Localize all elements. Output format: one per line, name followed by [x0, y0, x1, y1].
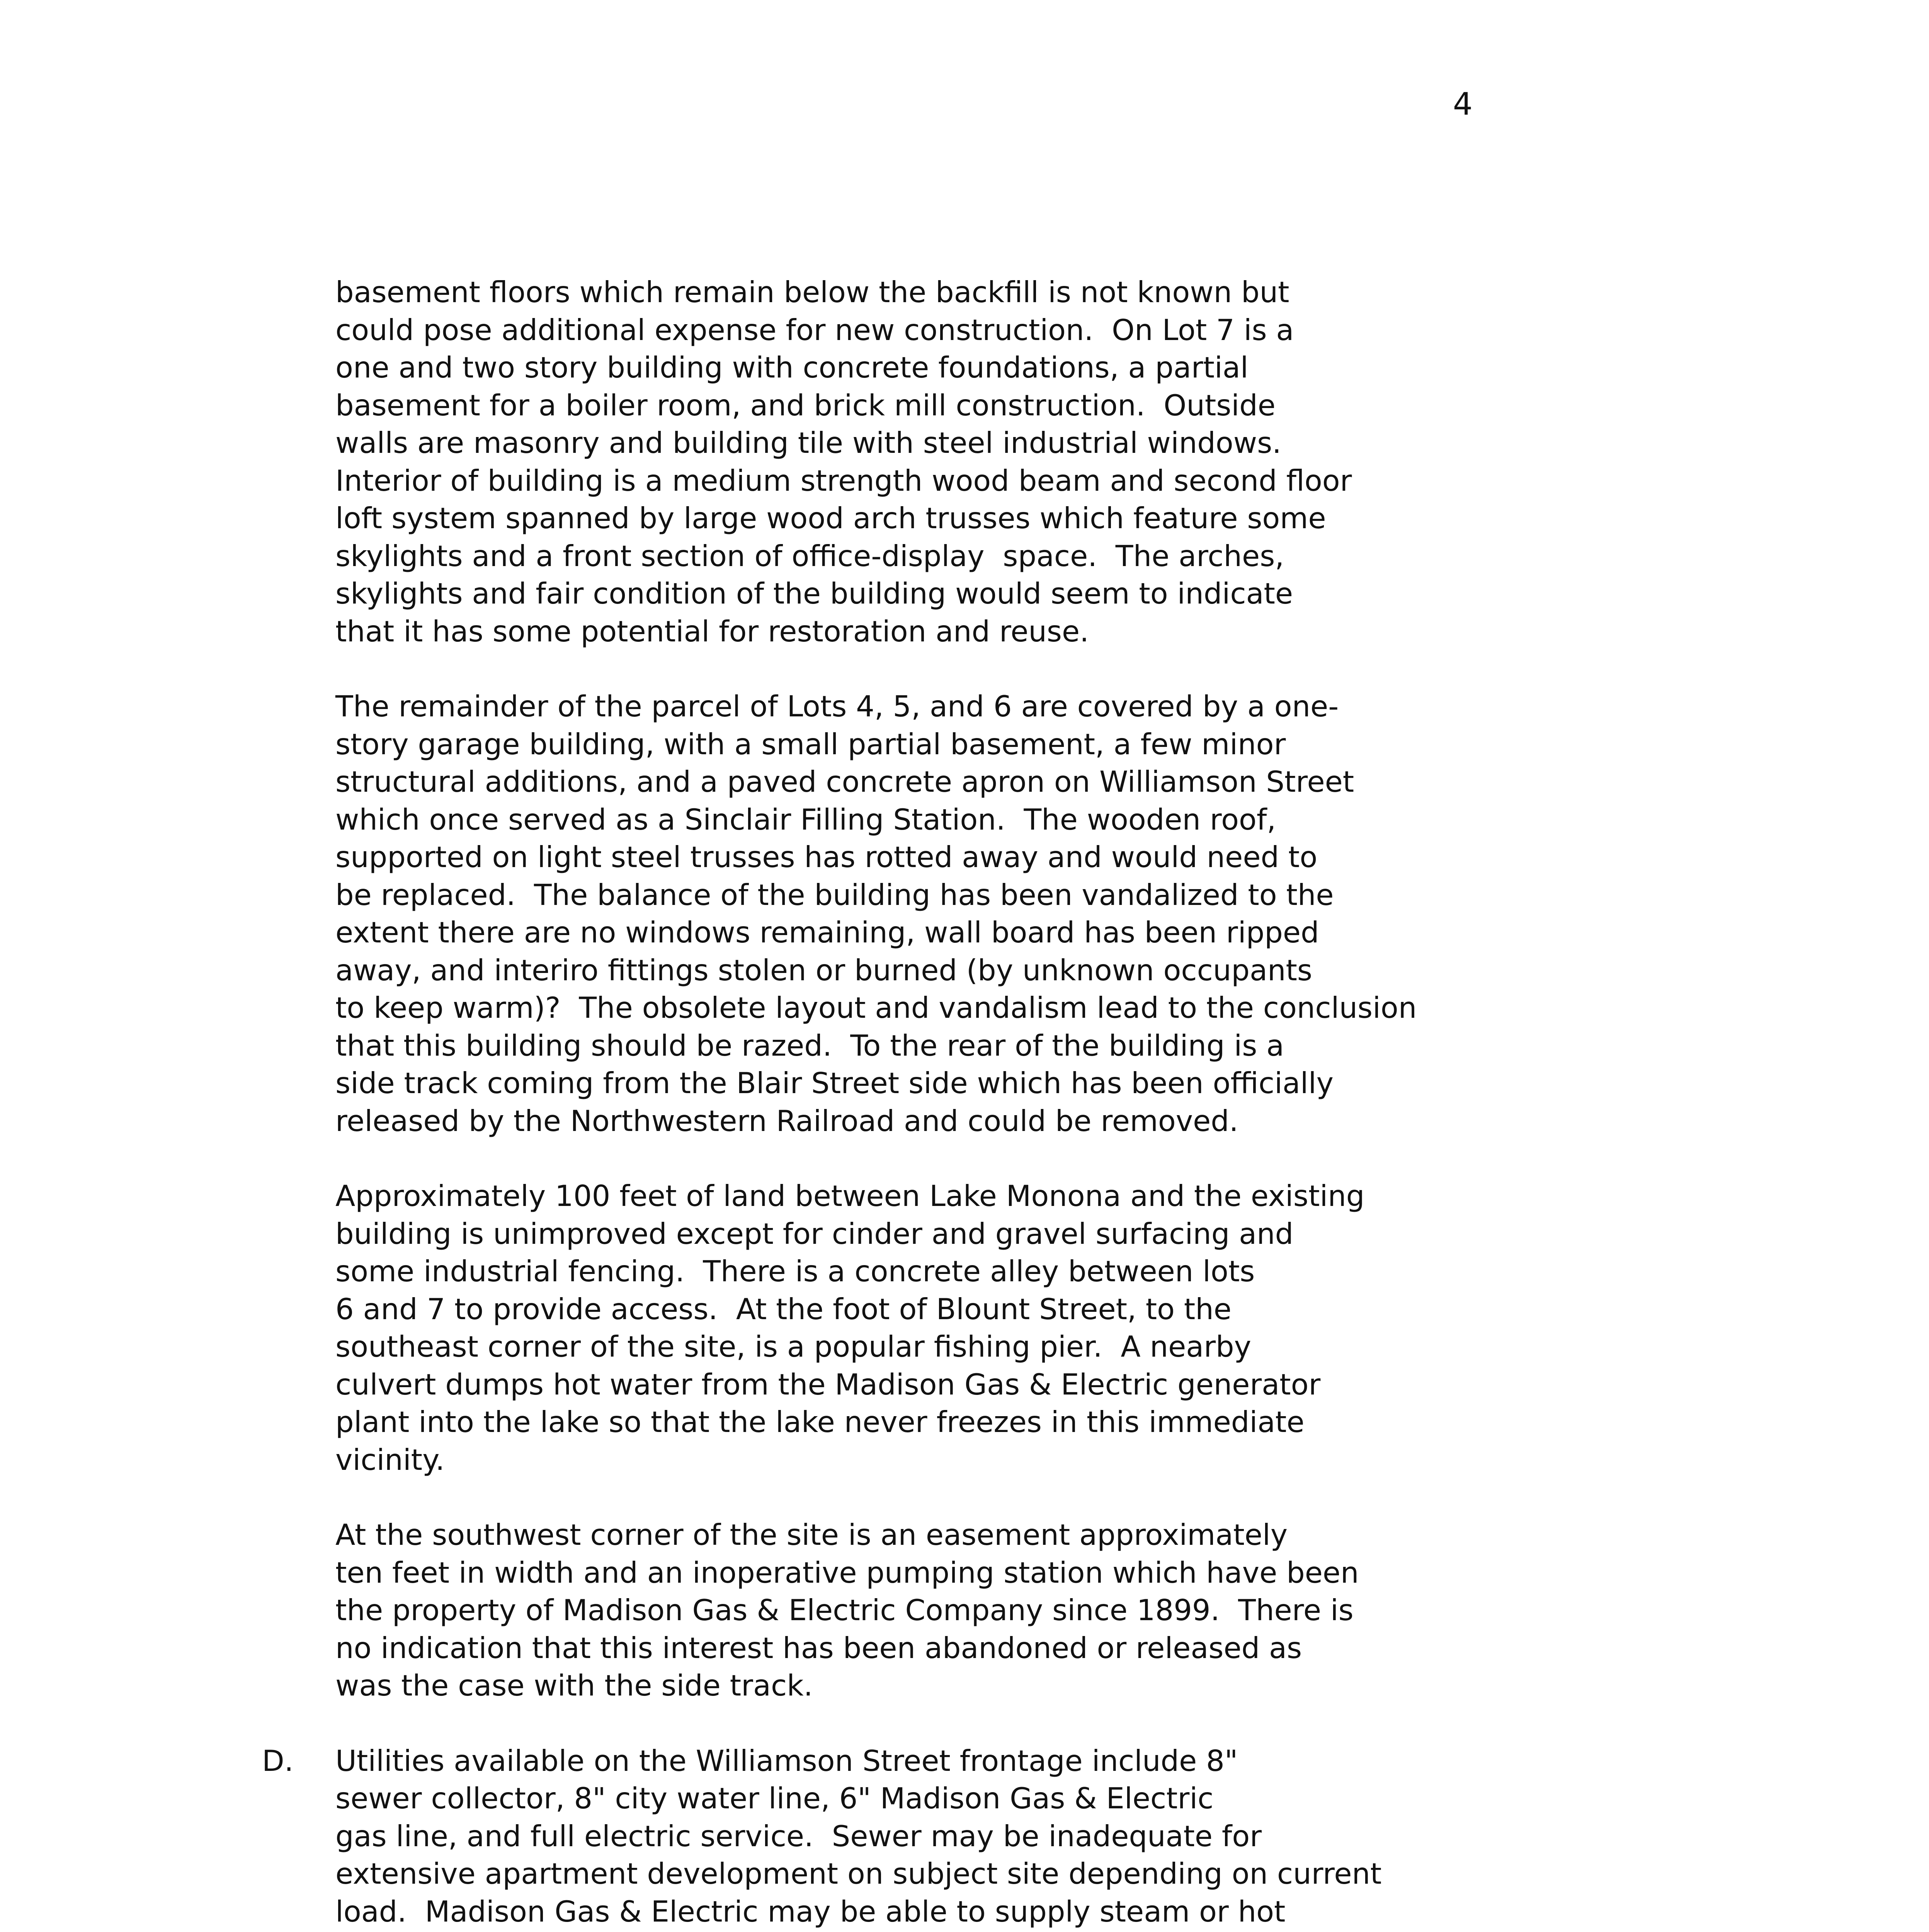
list-item-text: Utilities available on the Williamson Street frontage include 8" sewer collector, 8" city water line, 6" Madison Gas & Electric gas line, and full electric service. Sewer may be inadequate for extensive apartment development on subject site depending on current load. Madison Gas & Electric may be able to supply steam or hot	[335, 1743, 1382, 1929]
paragraph-easement: At the southwest corner of the site is an easement approximately ten feet in width and an inoperative pumping station which have been the property of Madison Gas & Electric Company since 1899. There is no indication that this interest has been abandoned or released as was the case with the side track.	[335, 1518, 1359, 1702]
body-text	[262, 274, 1765, 1932]
page-number: 4	[1453, 86, 1473, 122]
list-item-marker: D.	[262, 1743, 294, 1778]
paragraph-lot-7-building: basement floors which remain below the backfill is not known but could pose additional expense for new construction. On Lot 7 is a one and two story building with concrete foundations, a partial basement for a boiler room, and brick mill construction. Outside walls are masonry and building tile with steel industrial windows. Interior of building is a medium strength wood beam and second floor loft system spanned by large wood arch trusses which feature some skylights and a front section of office-display space. The arches, skylights and fair condition of the building would seem to indicate that it has some potential for restoration and reuse.	[335, 275, 1352, 648]
list-item-utilities	[262, 1742, 1765, 1932]
paragraph-garage-building: The remainder of the parcel of Lots 4, 5, and 6 are covered by a one- story garage building, with a small partial basement, a few minor structural additions, and a paved concrete apron on Williamson Street which once served as a Sinclair Filling Station. The wooden roof, supported on light steel trusses has rotted away and would need to be replaced. The balance of the building has been vandalized to the extent there are no windows remaining, wall board has been ripped away, and interiro fittings stolen or burned (by unknown occupants to keep warm)? The obsolete layout and vandalism lead to the conclusion that this building should be razed. To the rear of the building is a side track coming from the Blair Street side which has been officially released by the Northwestern Railroad and could be removed.	[335, 689, 1417, 1138]
paragraph-lakefront-land: Approximately 100 feet of land between Lake Monona and the existing building is unimproved except for cinder and gravel surfacing and some industrial fencing. There is a concrete alley between lots 6 and 7 to provide access. At the foot of Blount Street, to the southeast corner of the site, is a popular fishing pier. A nearby culvert dumps hot water from the Madison Gas & Electric generator plant into the lake so that the lake never freezes in this immediate vicinity.	[335, 1179, 1365, 1477]
